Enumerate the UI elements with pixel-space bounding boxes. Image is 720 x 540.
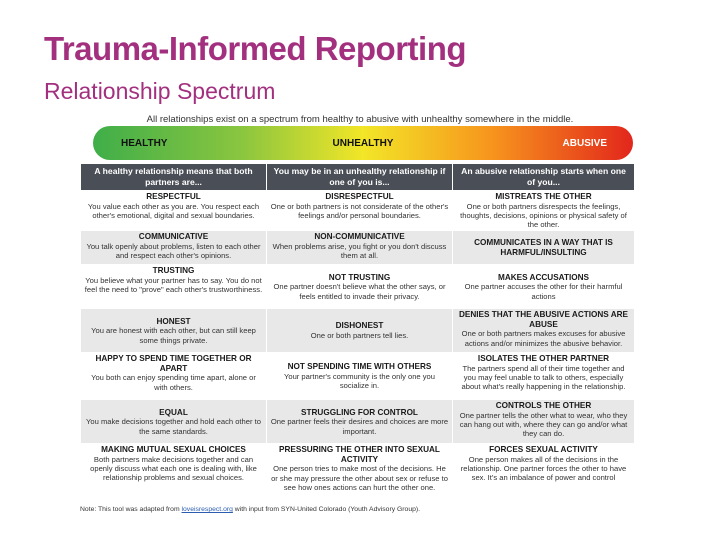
cell-desc: You talk openly about problems, listen to each other and respect each other's opinions. — [86, 241, 261, 260]
cell-title: HAPPY TO SPEND TIME TOGETHER OR APART — [95, 354, 252, 373]
table-row — [81, 309, 635, 353]
header-abusive: An abusive relationship starts when one of you... — [453, 164, 635, 191]
cell-desc: One or both partners makes excuses for abusive actions and/or minimizes the abusive behavior. — [461, 329, 626, 348]
cell-abusive — [453, 444, 635, 496]
cell-abusive — [453, 309, 635, 353]
cell-title: MISTREATS THE OTHER — [495, 192, 592, 201]
cell-desc: One partner doesn't believe what the other says, or feels entitled to invade their privacy. — [273, 282, 446, 301]
cell-unhealthy — [267, 353, 453, 400]
header-healthy: A healthy relationship means that both partners are... — [81, 164, 267, 191]
cell-desc: You are honest with each other, but can still keep some things private. — [91, 326, 256, 345]
cell-desc: Your partner's community is the only one you socialize in. — [283, 371, 435, 390]
cell-title: FORCES SEXUAL ACTIVITY — [489, 445, 598, 455]
cell-desc: You make decisions together and hold each other to the same standards. — [86, 417, 261, 436]
table-row — [81, 191, 635, 231]
cell-title: CONTROLS THE OTHER — [495, 401, 592, 411]
page-title: Trauma-Informed Reporting — [44, 30, 467, 67]
cell-title: RESPECTFUL — [146, 192, 201, 201]
cell-desc: You value each other as you are. You respect each other's emotional, digital and sexual boundaries. — [87, 201, 260, 220]
source-note — [80, 506, 420, 513]
cell-desc: One or both partners tell lies. — [310, 330, 409, 340]
table-row — [81, 265, 635, 309]
relationship-spectrum-bar — [93, 126, 633, 160]
spectrum-label-healthy: HEALTHY — [121, 138, 168, 149]
cell-unhealthy — [267, 400, 453, 444]
cell-desc: When problems arise, you fight or you don't discuss them at all. — [272, 241, 447, 260]
cell-title: NOT TRUSTING — [328, 272, 391, 282]
cell-unhealthy — [267, 191, 453, 231]
cell-abusive — [453, 265, 635, 309]
cell-healthy — [81, 353, 267, 400]
spectrum-label-abusive: ABUSIVE — [562, 138, 607, 149]
cell-abusive — [453, 353, 635, 400]
cell-healthy — [81, 265, 267, 309]
cell-title: TRUSTING — [152, 266, 195, 276]
table-header-row — [81, 164, 635, 191]
relationship-table — [80, 163, 635, 496]
cell-unhealthy — [267, 231, 453, 265]
cell-healthy — [81, 309, 267, 353]
cell-healthy — [81, 191, 267, 231]
cell-title: DISHONEST — [335, 321, 384, 331]
cell-unhealthy — [267, 309, 453, 353]
cell-title: NOT SPENDING TIME WITH OTHERS — [287, 362, 432, 372]
cell-title: EQUAL — [159, 407, 188, 417]
cell-desc: You both can enjoy spending time apart, alone or with others. — [91, 373, 256, 392]
cell-unhealthy — [267, 265, 453, 309]
table-row — [81, 353, 635, 400]
cell-title: DENIES THAT THE ABUSIVE ACTIONS ARE ABUSE — [458, 310, 629, 329]
cell-abusive — [453, 231, 635, 265]
cell-healthy — [81, 400, 267, 444]
cell-desc: Both partners make decisions together and can openly discuss what each one is dealing with, like relationship problems and sexual choices. — [90, 454, 257, 483]
cell-title: PRESSURING THE OTHER INTO SEXUAL ACTIVITY — [279, 445, 440, 464]
cell-title: COMMUNICATES IN A WAY THAT IS HARMFUL/INSULTING — [474, 238, 613, 257]
page-subtitle: Relationship Spectrum — [44, 78, 276, 104]
cell-healthy — [81, 231, 267, 265]
cell-title: MAKES ACCUSATIONS — [498, 272, 589, 282]
spectrum-intro-text: All relationships exist on a spectrum from healthy to abusive with unhealthy somewhere in the middle. — [146, 114, 574, 125]
cell-unhealthy — [267, 444, 453, 496]
cell-title: HONEST — [156, 316, 191, 326]
cell-desc: The partners spend all of their time together and you may feel unable to talk to others, especially about what's really happening in the relationship. — [461, 363, 626, 392]
cell-desc: One partner accuses the other for their harmful actions — [464, 282, 623, 301]
cell-title: DISRESPECTFUL — [325, 192, 394, 201]
cell-desc: One or both partners disrespects the feelings, thoughts, decisions, opinions or physical safety of the other. — [460, 201, 627, 229]
cell-desc: One person tries to make most of the decisions. He or she may pressure the other about sex or refuse to see how ones actions can hurt the other one. — [271, 464, 448, 492]
cell-title: NON-COMMUNICATIVE — [314, 232, 405, 242]
cell-title: MAKING MUTUAL SEXUAL CHOICES — [101, 445, 246, 455]
loveisrespect-link[interactable]: loveisrespect.org — [181, 506, 233, 513]
cell-desc: You believe what your partner has to say. You do not feel the need to "prove" each other's trustworthiness. — [84, 275, 263, 294]
cell-desc: One partner tells the other what to wear, who they can hang out with, where they can go and/or what they can do. — [459, 410, 628, 439]
cell-healthy — [81, 444, 267, 496]
spectrum-label-unhealthy: UNHEALTHY — [332, 138, 394, 149]
cell-title: STRUGGLING FOR CONTROL — [301, 407, 418, 417]
cell-desc: One person makes all of the decisions in the relationship. One partner forces the other to have sex. It's an imbalance of power and control — [460, 454, 627, 483]
note-prefix: Note: This tool was adapted from — [80, 506, 182, 513]
cell-desc: One or both partners is not considerate of the other's feelings and/or personal boundaries. — [270, 201, 449, 220]
header-unhealthy: You may be in an unhealthy relationship if one of you is... — [267, 164, 453, 191]
cell-abusive — [453, 400, 635, 444]
cell-desc: One partner feels their desires and choices are more important. — [270, 417, 449, 436]
note-suffix: with input from SYN-United Colorado (Youth Advisory Group). — [232, 506, 421, 513]
cell-title: ISOLATES THE OTHER PARTNER — [477, 354, 610, 364]
table-row — [81, 444, 635, 496]
cell-abusive — [453, 191, 635, 231]
table-row — [81, 231, 635, 265]
table-row — [81, 400, 635, 444]
cell-title: COMMUNICATIVE — [138, 232, 209, 242]
